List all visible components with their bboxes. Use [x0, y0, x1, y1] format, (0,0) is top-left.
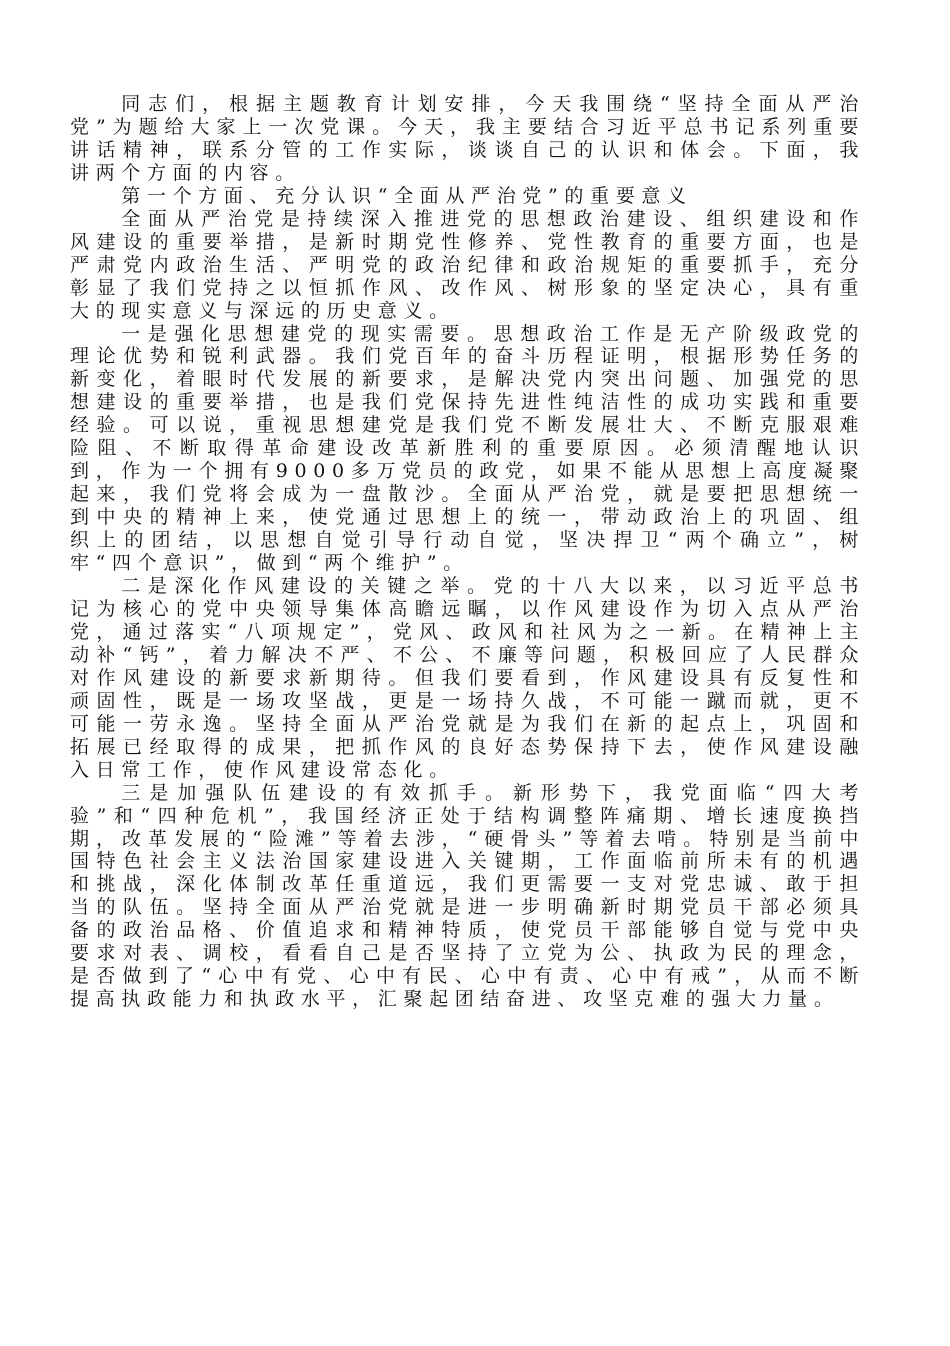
point-one-paragraph: 一是强化思想建党的现实需要。思想政治工作是无产阶级政党的理论优势和锐利武器。我们党百年的奋斗历程证明，根据形势任务的新变化，着眼时代发展的新要求，是解决党内突出问题、加强党的思想建设的重要举措，也是我们党保持先进性纯洁性的成功实践和重要经验。可以说，重视思想建党是我们党不断发展壮大、不断克服艰难险阻、不断取得革命建设改革新胜利的重要原因。必须清醒地认识到，作为一个拥有9000多万党员的政党，如果不能从思想上高度凝聚起来，我们党将会成为一盘散沙。全面从严治党，就是要把思想统一到中央的精神上来，使党通过思想上的统一，带动政治上的巩固、组织上的团结，以思想自觉引导行动自觉，坚决捍卫“两个确立”，树牢“四个意识”，做到“两个维护”。	[70, 322, 865, 575]
intro-paragraph: 同志们，根据主题教育计划安排，今天我围绕“坚持全面从严治党”为题给大家上一次党课。今天，我主要结合习近平总书记系列重要讲话精神，联系分管的工作实际，谈谈自己的认识和体会。下面，我讲两个方面的内容。	[70, 93, 865, 184]
point-three-paragraph: 三是加强队伍建设的有效抓手。新形势下，我党面临“四大考验”和“四种危机”，我国经济正处于结构调整阵痛期、增长速度换挡期，改革发展的“险滩”等着去涉，“硬骨头”等着去啃。特别是当前中国特色社会主义法治国家建设进入关键期，工作面临前所未有的机遇和挑战，深化体制改革任重道远，我们更需要一支对党忠诚、敢于担当的队伍。坚持全面从严治党就是进一步明确新时期党员干部必须具备的政治品格、价值追求和精神特质，使党员干部能够自觉与党中央要求对表、调校，看看自己是否坚持了立党为公、执政为民的理念，是否做到了“心中有党、心中有民、心中有责、心中有戒”，从而不断提高执政能力和执政水平，汇聚起团结奋进、攻坚克难的强大力量。	[70, 781, 865, 1011]
document-body	[70, 93, 865, 1011]
section-heading: 第一个方面、充分认识“全面从严治党”的重要意义	[121, 184, 693, 207]
point-two-paragraph: 二是深化作风建设的关键之举。党的十八大以来，以习近平总书记为核心的党中央领导集体高瞻远瞩，以作风建设作为切入点从严治党，通过落实“八项规定”，党风、政风和社风为之一新。在精神上主动补“钙”，着力解决不严、不公、不廉等问题，积极回应了人民群众对作风建设的新要求新期待。但我们要看到，作风建设具有反复性和顽固性，既是一场攻坚战，更是一场持久战，不可能一蹴而就，更不可能一劳永逸。坚持全面从严治党就是为我们在新的起点上，巩固和拓展已经取得的成果，把抓作风的良好态势保持下去，使作风建设融入日常工作，使作风建设常态化。	[70, 575, 865, 781]
section-overview-paragraph: 全面从严治党是持续深入推进党的思想政治建设、组织建设和作风建设的重要举措，是新时期党性修养、党性教育的重要方面，也是严肃党内政治生活、严明党的政治纪律和政治规矩的重要抓手，充分彰显了我们党持之以恒抓作风、改作风、树形象的坚定决心，具有重大的现实意义与深远的历史意义。	[70, 207, 865, 322]
